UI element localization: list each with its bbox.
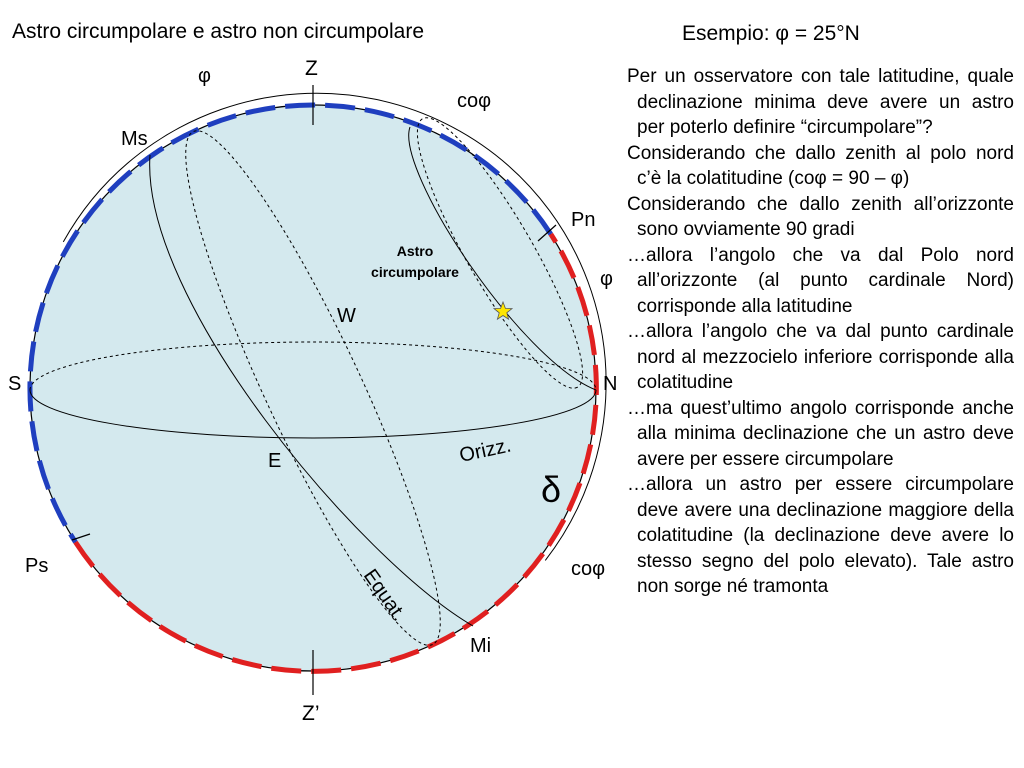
label-w: W [337, 305, 356, 327]
label-n: N [603, 373, 618, 395]
label-ps: Ps [25, 555, 49, 577]
label-phi-top: φ [198, 65, 211, 87]
label-mi: Mi [470, 635, 492, 657]
label-pn: Pn [571, 209, 596, 231]
label-nadir: Z’ [302, 702, 320, 725]
label-cophi-bottom: coφ [571, 558, 606, 580]
label-star-line1: Astro [396, 243, 434, 259]
label-ms: Ms [121, 128, 148, 150]
label-phi-right: φ [600, 268, 613, 290]
explanation-list [627, 64, 1014, 600]
label-e: E [268, 450, 282, 472]
label-s: S [8, 373, 22, 395]
explanation-step: …allora un astro per essere circumpolare deve avere una declinazione maggiore della colatitudine (la declinazione deve avere lo stesso segno del polo elevato). Tale astro non sorge né tramonta [627, 474, 1014, 597]
explanation-step: …allora l’angolo che va dal punto cardinale nord al mezzocielo inferiore corrisponde alla colatitudine [627, 321, 1014, 393]
label-zenith: Z [305, 57, 318, 80]
explanation-step: Considerando che dallo zenith all’orizzonte sono ovviamente 90 gradi [627, 193, 1014, 240]
explanation-step: Considerando che dallo zenith al polo nord c’è la colatitudine (coφ = 90 – φ) [627, 142, 1014, 189]
label-delta: δ [541, 469, 562, 510]
example-title: Esempio: φ = 25°N [682, 22, 860, 45]
label-equator: Equat. [358, 565, 411, 626]
label-star-line2: circumpolare [371, 264, 459, 280]
label-horizon: Orizz. [457, 434, 514, 467]
celestial-sphere [30, 105, 596, 671]
explanation-step: …allora l’angolo che va dal Polo nord all’orizzonte (al punto cardinale Nord) corrisponde alla latitudine [627, 244, 1014, 317]
page-title: Astro circumpolare e astro non circumpolare [12, 20, 425, 43]
explanation-step: Per un osservatore con tale latitudine, quale declinazione minima deve avere un astro per poterlo definire “circumpolare”? [627, 66, 1014, 138]
explanation-step: …ma quest’ultimo angolo corrisponde anche alla minima declinazione che un astro deve avere per essere circumpolare [627, 397, 1014, 470]
label-cophi-top: coφ [457, 90, 492, 112]
